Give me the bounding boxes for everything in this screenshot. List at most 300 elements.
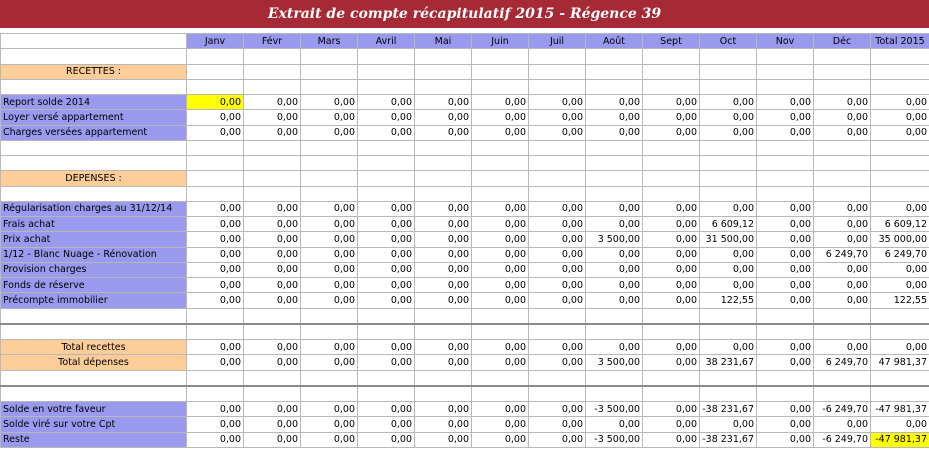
- empty-cell[interactable]: [244, 156, 301, 171]
- empty-cell[interactable]: [187, 186, 244, 201]
- value-cell[interactable]: 0,00: [244, 402, 301, 417]
- empty-cell[interactable]: [358, 64, 415, 79]
- empty-cell[interactable]: [871, 49, 929, 64]
- empty-cell[interactable]: [415, 386, 472, 402]
- value-cell[interactable]: 0,00: [586, 125, 643, 140]
- empty-cell[interactable]: [757, 140, 814, 155]
- value-cell[interactable]: 0,00: [415, 432, 472, 447]
- empty-cell[interactable]: [472, 171, 529, 186]
- value-cell[interactable]: 0,00: [187, 417, 244, 432]
- row-label[interactable]: Provision charges: [1, 262, 187, 277]
- value-cell[interactable]: 0,00: [757, 262, 814, 277]
- empty-cell[interactable]: [1, 370, 187, 386]
- value-cell[interactable]: 122,55: [700, 293, 757, 308]
- section-label[interactable]: DEPENSES :: [1, 171, 187, 186]
- empty-cell[interactable]: [187, 324, 244, 340]
- value-cell[interactable]: 0,00: [415, 201, 472, 216]
- empty-cell[interactable]: [700, 186, 757, 201]
- empty-cell[interactable]: [814, 171, 871, 186]
- value-cell[interactable]: 0,00: [643, 110, 700, 125]
- value-cell[interactable]: 0,00: [529, 247, 586, 262]
- value-cell[interactable]: 0,00: [814, 217, 871, 232]
- value-cell[interactable]: 3 500,00: [586, 232, 643, 247]
- value-cell[interactable]: 0,00: [757, 232, 814, 247]
- empty-cell[interactable]: [472, 324, 529, 340]
- value-cell[interactable]: 0,00: [871, 110, 929, 125]
- value-cell[interactable]: 0,00: [586, 217, 643, 232]
- empty-cell[interactable]: [415, 64, 472, 79]
- empty-cell[interactable]: [415, 308, 472, 324]
- value-cell[interactable]: 0,00: [472, 340, 529, 355]
- value-cell[interactable]: 0,00: [358, 232, 415, 247]
- value-cell[interactable]: 0,00: [586, 417, 643, 432]
- value-cell[interactable]: 0,00: [871, 95, 929, 110]
- row-label[interactable]: 1/12 - Blanc Nuage - Rénovation: [1, 247, 187, 262]
- value-cell[interactable]: 0,00: [529, 417, 586, 432]
- empty-cell[interactable]: [871, 308, 929, 324]
- value-cell[interactable]: 0,00: [301, 110, 358, 125]
- empty-cell[interactable]: [643, 324, 700, 340]
- value-cell[interactable]: 0,00: [358, 110, 415, 125]
- empty-cell[interactable]: [700, 156, 757, 171]
- empty-cell[interactable]: [529, 49, 586, 64]
- value-cell[interactable]: 0,00: [472, 262, 529, 277]
- value-cell[interactable]: 0,00: [358, 95, 415, 110]
- empty-cell[interactable]: [586, 64, 643, 79]
- empty-cell[interactable]: [1, 140, 187, 155]
- empty-cell[interactable]: [586, 370, 643, 386]
- value-cell[interactable]: 0,00: [700, 125, 757, 140]
- value-cell[interactable]: 0,00: [415, 417, 472, 432]
- empty-cell[interactable]: [244, 171, 301, 186]
- value-cell[interactable]: 0,00: [586, 201, 643, 216]
- value-cell[interactable]: 0,00: [643, 355, 700, 370]
- value-cell[interactable]: 0,00: [871, 201, 929, 216]
- empty-cell[interactable]: [814, 186, 871, 201]
- value-cell[interactable]: 0,00: [187, 355, 244, 370]
- empty-cell[interactable]: [643, 64, 700, 79]
- value-cell[interactable]: 0,00: [244, 217, 301, 232]
- value-cell[interactable]: 0,00: [244, 417, 301, 432]
- empty-cell[interactable]: [871, 370, 929, 386]
- value-cell[interactable]: 0,00: [814, 125, 871, 140]
- value-cell[interactable]: 0,00: [757, 355, 814, 370]
- row-label[interactable]: Total recettes: [1, 340, 187, 355]
- empty-cell[interactable]: [643, 370, 700, 386]
- empty-cell[interactable]: [871, 171, 929, 186]
- empty-cell[interactable]: [358, 140, 415, 155]
- empty-cell[interactable]: [643, 186, 700, 201]
- empty-cell[interactable]: [187, 49, 244, 64]
- value-cell[interactable]: 0,00: [757, 125, 814, 140]
- empty-cell[interactable]: [472, 386, 529, 402]
- value-cell[interactable]: 0,00: [472, 402, 529, 417]
- value-cell[interactable]: 0,00: [187, 262, 244, 277]
- month-header[interactable]: Oct: [700, 34, 757, 49]
- value-cell[interactable]: 0,00: [871, 125, 929, 140]
- empty-cell[interactable]: [586, 386, 643, 402]
- value-cell[interactable]: 3 500,00: [586, 355, 643, 370]
- value-cell[interactable]: 6 249,70: [871, 247, 929, 262]
- value-cell[interactable]: 0,00: [244, 247, 301, 262]
- empty-cell[interactable]: [871, 386, 929, 402]
- empty-cell[interactable]: [415, 324, 472, 340]
- empty-cell[interactable]: [472, 49, 529, 64]
- empty-cell[interactable]: [301, 370, 358, 386]
- empty-cell[interactable]: [757, 186, 814, 201]
- empty-cell[interactable]: [187, 308, 244, 324]
- empty-cell[interactable]: [244, 140, 301, 155]
- empty-cell[interactable]: [586, 79, 643, 94]
- value-cell[interactable]: 0,00: [415, 95, 472, 110]
- month-header[interactable]: Déc: [814, 34, 871, 49]
- empty-cell[interactable]: [814, 386, 871, 402]
- value-cell[interactable]: 0,00: [187, 232, 244, 247]
- month-header[interactable]: Nov: [757, 34, 814, 49]
- row-label[interactable]: Frais achat: [1, 217, 187, 232]
- value-cell[interactable]: 0,00: [643, 278, 700, 293]
- value-cell[interactable]: 0,00: [700, 247, 757, 262]
- empty-cell[interactable]: [301, 324, 358, 340]
- empty-cell[interactable]: [529, 308, 586, 324]
- empty-cell[interactable]: [415, 186, 472, 201]
- empty-cell[interactable]: [187, 140, 244, 155]
- value-cell[interactable]: 0,00: [415, 402, 472, 417]
- empty-cell[interactable]: [301, 79, 358, 94]
- value-cell[interactable]: -6 249,70: [814, 402, 871, 417]
- empty-cell[interactable]: [244, 370, 301, 386]
- empty-cell[interactable]: [529, 156, 586, 171]
- value-cell[interactable]: 0,00: [301, 247, 358, 262]
- empty-cell[interactable]: [244, 79, 301, 94]
- value-cell[interactable]: 0,00: [244, 340, 301, 355]
- value-cell[interactable]: 0,00: [358, 262, 415, 277]
- empty-cell[interactable]: [472, 370, 529, 386]
- value-cell[interactable]: 31 500,00: [700, 232, 757, 247]
- empty-cell[interactable]: [358, 370, 415, 386]
- empty-cell[interactable]: [1, 308, 187, 324]
- value-cell[interactable]: 0,00: [757, 278, 814, 293]
- value-cell[interactable]: 0,00: [187, 217, 244, 232]
- value-cell[interactable]: 0,00: [871, 340, 929, 355]
- value-cell[interactable]: 0,00: [643, 95, 700, 110]
- empty-cell[interactable]: [700, 171, 757, 186]
- value-cell[interactable]: 0,00: [415, 217, 472, 232]
- value-cell[interactable]: 0,00: [187, 278, 244, 293]
- empty-cell[interactable]: [529, 171, 586, 186]
- value-cell[interactable]: -3 500,00: [586, 402, 643, 417]
- value-cell[interactable]: 0,00: [415, 110, 472, 125]
- value-cell[interactable]: 0,00: [529, 232, 586, 247]
- value-cell[interactable]: 0,00: [358, 432, 415, 447]
- value-cell[interactable]: 0,00: [757, 247, 814, 262]
- value-cell[interactable]: 0,00: [472, 432, 529, 447]
- value-cell[interactable]: 0,00: [472, 247, 529, 262]
- row-label[interactable]: Total dépenses: [1, 355, 187, 370]
- empty-cell[interactable]: [472, 140, 529, 155]
- value-cell[interactable]: 0,00: [301, 402, 358, 417]
- empty-cell[interactable]: [757, 308, 814, 324]
- empty-cell[interactable]: [301, 308, 358, 324]
- empty-cell[interactable]: [358, 156, 415, 171]
- empty-cell[interactable]: [244, 308, 301, 324]
- empty-cell[interactable]: [358, 308, 415, 324]
- value-cell[interactable]: 0,00: [814, 262, 871, 277]
- empty-cell[interactable]: [757, 171, 814, 186]
- value-cell[interactable]: -47 981,37: [871, 432, 929, 447]
- row-label[interactable]: Reste: [1, 432, 187, 447]
- empty-cell[interactable]: [871, 324, 929, 340]
- value-cell[interactable]: 0,00: [871, 262, 929, 277]
- empty-cell[interactable]: [643, 386, 700, 402]
- value-cell[interactable]: 0,00: [244, 278, 301, 293]
- value-cell[interactable]: 0,00: [244, 125, 301, 140]
- value-cell[interactable]: 6 609,12: [700, 217, 757, 232]
- month-header[interactable]: Sept: [643, 34, 700, 49]
- value-cell[interactable]: 0,00: [187, 125, 244, 140]
- empty-cell[interactable]: [586, 156, 643, 171]
- empty-cell[interactable]: [700, 324, 757, 340]
- empty-cell[interactable]: [757, 386, 814, 402]
- value-cell[interactable]: 0,00: [301, 232, 358, 247]
- value-cell[interactable]: 0,00: [358, 247, 415, 262]
- value-cell[interactable]: 0,00: [415, 262, 472, 277]
- value-cell[interactable]: 0,00: [301, 262, 358, 277]
- empty-cell[interactable]: [700, 308, 757, 324]
- value-cell[interactable]: -38 231,67: [700, 402, 757, 417]
- value-cell[interactable]: 0,00: [301, 293, 358, 308]
- value-cell[interactable]: 0,00: [529, 278, 586, 293]
- empty-cell[interactable]: [472, 64, 529, 79]
- value-cell[interactable]: -38 231,67: [700, 432, 757, 447]
- month-header[interactable]: Avril: [358, 34, 415, 49]
- row-label[interactable]: Solde en votre faveur: [1, 402, 187, 417]
- value-cell[interactable]: 0,00: [700, 110, 757, 125]
- empty-cell[interactable]: [301, 386, 358, 402]
- value-cell[interactable]: 0,00: [301, 417, 358, 432]
- empty-cell[interactable]: [358, 186, 415, 201]
- empty-cell[interactable]: [244, 64, 301, 79]
- empty-cell[interactable]: [643, 140, 700, 155]
- value-cell[interactable]: 0,00: [529, 402, 586, 417]
- value-cell[interactable]: 38 231,67: [700, 355, 757, 370]
- empty-cell[interactable]: [244, 386, 301, 402]
- empty-cell[interactable]: [244, 49, 301, 64]
- empty-cell[interactable]: [586, 324, 643, 340]
- month-header[interactable]: Août: [586, 34, 643, 49]
- value-cell[interactable]: 0,00: [757, 110, 814, 125]
- value-cell[interactable]: 0,00: [244, 201, 301, 216]
- empty-cell[interactable]: [358, 79, 415, 94]
- value-cell[interactable]: 0,00: [643, 125, 700, 140]
- value-cell[interactable]: 0,00: [529, 432, 586, 447]
- value-cell[interactable]: 0,00: [529, 293, 586, 308]
- value-cell[interactable]: 0,00: [472, 217, 529, 232]
- empty-cell[interactable]: [529, 186, 586, 201]
- empty-cell[interactable]: [700, 49, 757, 64]
- value-cell[interactable]: 0,00: [700, 278, 757, 293]
- empty-cell[interactable]: [814, 79, 871, 94]
- value-cell[interactable]: 0,00: [301, 278, 358, 293]
- value-cell[interactable]: 0,00: [415, 278, 472, 293]
- value-cell[interactable]: 0,00: [301, 217, 358, 232]
- value-cell[interactable]: 0,00: [415, 232, 472, 247]
- row-label[interactable]: Précompte immobilier: [1, 293, 187, 308]
- value-cell[interactable]: 0,00: [700, 340, 757, 355]
- value-cell[interactable]: 0,00: [187, 247, 244, 262]
- empty-cell[interactable]: [586, 308, 643, 324]
- value-cell[interactable]: 0,00: [586, 262, 643, 277]
- empty-cell[interactable]: [529, 64, 586, 79]
- value-cell[interactable]: 0,00: [529, 201, 586, 216]
- value-cell[interactable]: 0,00: [358, 278, 415, 293]
- empty-cell[interactable]: [529, 79, 586, 94]
- value-cell[interactable]: 0,00: [244, 355, 301, 370]
- value-cell[interactable]: 0,00: [472, 110, 529, 125]
- value-cell[interactable]: 0,00: [643, 432, 700, 447]
- value-cell[interactable]: -6 249,70: [814, 432, 871, 447]
- value-cell[interactable]: 0,00: [415, 247, 472, 262]
- empty-cell[interactable]: [643, 156, 700, 171]
- value-cell[interactable]: 0,00: [415, 125, 472, 140]
- empty-cell[interactable]: [529, 370, 586, 386]
- value-cell[interactable]: 0,00: [415, 293, 472, 308]
- row-label[interactable]: Prix achat: [1, 232, 187, 247]
- value-cell[interactable]: 0,00: [187, 293, 244, 308]
- value-cell[interactable]: 0,00: [529, 262, 586, 277]
- value-cell[interactable]: 0,00: [757, 432, 814, 447]
- empty-cell[interactable]: [643, 49, 700, 64]
- value-cell[interactable]: 0,00: [814, 293, 871, 308]
- value-cell[interactable]: 0,00: [700, 95, 757, 110]
- empty-cell[interactable]: [871, 140, 929, 155]
- value-cell[interactable]: 0,00: [643, 232, 700, 247]
- empty-cell[interactable]: [700, 64, 757, 79]
- value-cell[interactable]: 0,00: [757, 417, 814, 432]
- value-cell[interactable]: 0,00: [643, 247, 700, 262]
- empty-cell[interactable]: [187, 370, 244, 386]
- empty-cell[interactable]: [301, 140, 358, 155]
- value-cell[interactable]: 0,00: [244, 95, 301, 110]
- value-cell[interactable]: 0,00: [586, 340, 643, 355]
- empty-cell[interactable]: [358, 324, 415, 340]
- empty-cell[interactable]: [871, 79, 929, 94]
- row-label[interactable]: Solde viré sur votre Cpt: [1, 417, 187, 432]
- empty-cell[interactable]: [301, 171, 358, 186]
- empty-cell[interactable]: [643, 308, 700, 324]
- value-cell[interactable]: 0,00: [586, 247, 643, 262]
- empty-cell[interactable]: [814, 156, 871, 171]
- empty-cell[interactable]: [472, 79, 529, 94]
- value-cell[interactable]: 0,00: [244, 432, 301, 447]
- empty-cell[interactable]: [643, 171, 700, 186]
- value-cell[interactable]: 35 000,00: [871, 232, 929, 247]
- value-cell[interactable]: 0,00: [871, 417, 929, 432]
- value-cell[interactable]: 0,00: [244, 293, 301, 308]
- value-cell[interactable]: 0,00: [757, 293, 814, 308]
- value-cell[interactable]: 0,00: [643, 293, 700, 308]
- value-cell[interactable]: 0,00: [757, 217, 814, 232]
- empty-cell[interactable]: [187, 386, 244, 402]
- value-cell[interactable]: 0,00: [187, 402, 244, 417]
- value-cell[interactable]: 0,00: [529, 340, 586, 355]
- value-cell[interactable]: 0,00: [586, 110, 643, 125]
- empty-cell[interactable]: [643, 79, 700, 94]
- value-cell[interactable]: 0,00: [301, 340, 358, 355]
- value-cell[interactable]: 0,00: [700, 417, 757, 432]
- empty-cell[interactable]: [415, 79, 472, 94]
- empty-cell[interactable]: [814, 324, 871, 340]
- value-cell[interactable]: 0,00: [586, 293, 643, 308]
- empty-cell[interactable]: [814, 370, 871, 386]
- empty-cell[interactable]: [358, 49, 415, 64]
- value-cell[interactable]: 0,00: [643, 402, 700, 417]
- value-cell[interactable]: 0,00: [472, 278, 529, 293]
- value-cell[interactable]: -47 981,37: [871, 402, 929, 417]
- empty-cell[interactable]: [586, 171, 643, 186]
- value-cell[interactable]: 0,00: [643, 262, 700, 277]
- empty-cell[interactable]: [358, 171, 415, 186]
- value-cell[interactable]: 0,00: [586, 278, 643, 293]
- value-cell[interactable]: 0,00: [187, 95, 244, 110]
- value-cell[interactable]: 0,00: [472, 125, 529, 140]
- value-cell[interactable]: 0,00: [643, 417, 700, 432]
- empty-cell[interactable]: [187, 79, 244, 94]
- empty-cell[interactable]: [244, 186, 301, 201]
- empty-cell[interactable]: [871, 156, 929, 171]
- value-cell[interactable]: 0,00: [472, 232, 529, 247]
- empty-cell[interactable]: [187, 171, 244, 186]
- empty-cell[interactable]: [757, 79, 814, 94]
- empty-cell[interactable]: [1, 79, 187, 94]
- empty-cell[interactable]: [1, 34, 187, 49]
- value-cell[interactable]: 0,00: [187, 201, 244, 216]
- value-cell[interactable]: 0,00: [814, 201, 871, 216]
- value-cell[interactable]: 0,00: [643, 340, 700, 355]
- empty-cell[interactable]: [301, 186, 358, 201]
- empty-cell[interactable]: [1, 324, 187, 340]
- value-cell[interactable]: 0,00: [187, 110, 244, 125]
- value-cell[interactable]: 0,00: [187, 432, 244, 447]
- value-cell[interactable]: 0,00: [757, 201, 814, 216]
- month-header[interactable]: Total 2015: [871, 34, 929, 49]
- value-cell[interactable]: 0,00: [301, 355, 358, 370]
- month-header[interactable]: Mars: [301, 34, 358, 49]
- value-cell[interactable]: 0,00: [244, 232, 301, 247]
- value-cell[interactable]: 0,00: [814, 95, 871, 110]
- empty-cell[interactable]: [1, 186, 187, 201]
- empty-cell[interactable]: [700, 140, 757, 155]
- value-cell[interactable]: 0,00: [757, 340, 814, 355]
- value-cell[interactable]: 0,00: [472, 417, 529, 432]
- empty-cell[interactable]: [757, 324, 814, 340]
- empty-cell[interactable]: [529, 140, 586, 155]
- empty-cell[interactable]: [415, 171, 472, 186]
- value-cell[interactable]: 0,00: [301, 125, 358, 140]
- row-label[interactable]: Fonds de réserve: [1, 278, 187, 293]
- empty-cell[interactable]: [871, 64, 929, 79]
- empty-cell[interactable]: [187, 64, 244, 79]
- empty-cell[interactable]: [700, 386, 757, 402]
- empty-cell[interactable]: [301, 64, 358, 79]
- month-header[interactable]: Févr: [244, 34, 301, 49]
- value-cell[interactable]: 0,00: [529, 95, 586, 110]
- value-cell[interactable]: 0,00: [757, 95, 814, 110]
- value-cell[interactable]: 0,00: [814, 340, 871, 355]
- value-cell[interactable]: 0,00: [301, 201, 358, 216]
- empty-cell[interactable]: [529, 324, 586, 340]
- empty-cell[interactable]: [472, 308, 529, 324]
